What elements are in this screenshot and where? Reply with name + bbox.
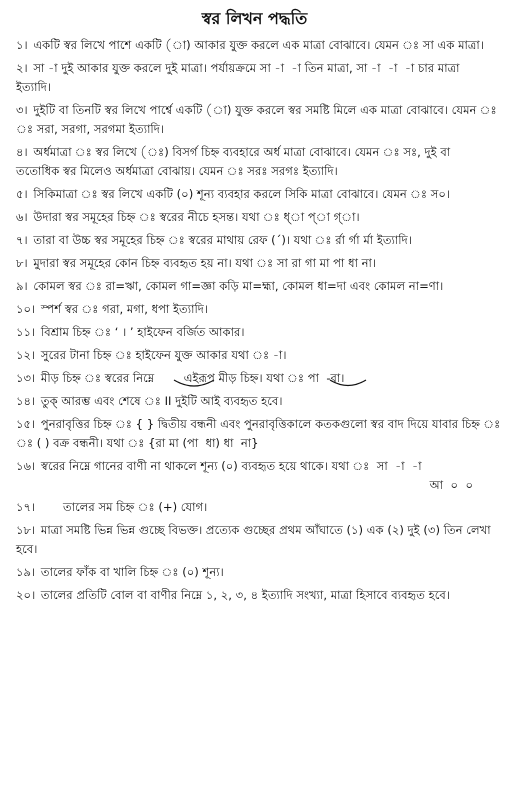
rule-text: তালের ফাঁক বা খালি চিহ্ন ঃ (০) শূন্য। xyxy=(40,565,224,579)
rule-20 xyxy=(16,586,493,605)
rule-number: ১। xyxy=(16,38,28,52)
rule-8 xyxy=(16,254,493,273)
rule-number: ১২। xyxy=(16,348,36,362)
rule-14 xyxy=(16,392,493,411)
rule-number: ৫। xyxy=(16,187,28,201)
rule-number: ৩। xyxy=(16,103,28,117)
rule-number: ৬। xyxy=(16,210,28,224)
rule-9 xyxy=(16,277,493,296)
rule-12 xyxy=(16,346,493,365)
rule-number: ১৫। xyxy=(16,417,36,431)
rule-text: তারা বা উচ্চ স্বর সমূহের চিহ্ন ঃ স্বরের মাথায় রেফ (´)। যথা ঃ র্রা র্গা র্মা ইত্যাদি। xyxy=(33,233,412,247)
rule-number: ১৪। xyxy=(16,394,36,408)
rule-number: ৯। xyxy=(16,279,28,293)
rule-number: ১৮। xyxy=(16,523,36,537)
rule-number: ১৬। xyxy=(16,459,36,473)
rule-text: তালের প্রতিটি বোল বা বাণীর নিম্নে ১, ২, ৩, ৪ ইত্যাদি সংখ্যা, মাত্রা হিসাবে ব্যবহৃত হবে। xyxy=(40,588,450,602)
rule-text: স্বরের নিম্নে গানের বাণী না থাকলে শূন্য (০) ব্যবহৃত হয়ে থাকে। যথা ঃ সা -া -া xyxy=(40,459,422,473)
rule-text: দুইটি বা তিনটি স্বর লিখে পার্শ্বে একটি (া) যুক্ত করলে স্বর সমষ্টি মিলে এক মাত্রা বোঝাবে। যেমন ঃ সরা, সরগা, সরগমা ইত্যাদি। xyxy=(16,103,497,136)
rule-number: ২। xyxy=(16,61,28,75)
rule-2 xyxy=(16,59,493,97)
rule-text: অর্ধমাত্রা ঃ স্বর লিখে (ঃ) বিসর্গ চিহ্ন ব্যবহারে অর্ধ মাত্রা বোঝাবে। যেমন ঃ সঃ, দুই বা ততোধিক স্বর মিলেও অর্ধমাত্রা বোঝায়। যেমন ঃ সরঃ সরগঃ ইত্যাদি। xyxy=(16,145,454,178)
rule-text: স্পর্শ স্বর ঃ গরা, মগা, ধপা ইত্যাদি। xyxy=(40,302,209,316)
rule-number: ১৩। xyxy=(16,371,36,385)
rule-7 xyxy=(16,231,493,250)
rule-number: ১১। xyxy=(16,325,36,339)
rule-number: ১৭। xyxy=(16,500,36,514)
rule-16-notation: আ ০ ০ xyxy=(429,478,473,492)
rule-text: সুরের টানা চিহ্ন ঃ হাইফেন যুক্ত আকার যথা ঃ -া। xyxy=(40,348,287,362)
rule-number: ২০। xyxy=(16,588,36,602)
rule-text: তুক্ আরম্ভ এবং শেষে ঃ II দুইটি আই ব্যবহৃত হবে। xyxy=(40,394,283,408)
rule-text: মীড় চিহ্ন ঃ স্বরের নিম্নে এইরূপ মীড় চিহ্ন। যথা ঃ পা -রা। xyxy=(40,371,345,385)
rule-11 xyxy=(16,323,493,342)
rule-text: কোমল স্বর ঃ রা=ঋা, কোমল গা=জ্ঞা কড়ি মা=হ্মা, কোমল ধা=দা এবং কোমল না=ণা। xyxy=(33,279,444,293)
rule-10 xyxy=(16,300,493,319)
rule-number: ১৯। xyxy=(16,565,36,579)
rule-number: ৪। xyxy=(16,145,28,159)
rule-text: পুনরাবৃত্তির চিহ্ন ঃ { } দ্বিতীয় বন্ধনী এবং পুনরাবৃত্তিকালে কতকগুলো স্বর বাদ দিয়ে যাবার চিহ্ন ঃ ( ) বক্র বন্ধনী। যথা ঃ {রা মা (পা ধা) ধা না} xyxy=(16,417,501,450)
rule-3 xyxy=(16,101,497,139)
rule-text: মুদারা স্বর সমূহের কোন চিহ্ন ব্যবহৃত হয় না। যথা ঃ সা রা গা মা পা ধা না। xyxy=(33,256,377,270)
rule-18 xyxy=(16,521,493,559)
rule-4 xyxy=(16,143,493,181)
rule-16 xyxy=(16,457,493,494)
rule-text: বিশ্রাম চিহ্ন ঃ ‘ । ’ হাইফেন বর্জিত আকার। xyxy=(40,325,245,339)
rule-number: ১০। xyxy=(16,302,36,316)
rule-19 xyxy=(16,563,493,582)
rule-number: ৭। xyxy=(16,233,28,247)
rule-1 xyxy=(16,36,493,55)
rule-text: সা -া দুই আকার যুক্ত করলে দুই মাত্রা। পর্যায়ক্রমে সা -া -া তিন মাত্রা, সা -া -া -া চার মাত্রা ইত্যাদি। xyxy=(16,61,464,94)
rule-text: তালের সম চিহ্ন ঃ (+) যোগ। xyxy=(40,500,208,514)
rule-text: একটি স্বর লিখে পাশে একটি (া) আকার যুক্ত করলে এক মাত্রা বোঝাবে। যেমন ঃ সা এক মাত্রা। xyxy=(33,38,484,52)
rule-6 xyxy=(16,208,493,227)
rule-15 xyxy=(16,415,501,453)
rule-text: মাত্রা সমষ্টি ভিন্ন ভিন্ন গুচ্ছে বিভক্ত। প্রত্যেক গুচ্ছের প্রথম আঁঘাতে (১) এক (২) দুই (৩) তিন লেখা হবে। xyxy=(16,523,495,556)
page-title: স্বর লিখন পদ্ধতি xyxy=(201,9,308,28)
rule-17 xyxy=(16,498,493,517)
rule-5 xyxy=(16,185,493,204)
rule-text: সিকিমাত্রা ঃ স্বর লিখে একটি (০) শূন্য ব্যবহার করলে সিকি মাত্রা বোঝাবে। যেমন ঃ স০। xyxy=(33,187,451,201)
rule-number: ৮। xyxy=(16,256,28,270)
rule-13 xyxy=(16,369,493,388)
rule-text: উদারা স্বর সমূহের চিহ্ন ঃ স্বরের নীচে হসন্ত। যথা ঃ ধ্া প্া গ্া। xyxy=(33,210,360,224)
